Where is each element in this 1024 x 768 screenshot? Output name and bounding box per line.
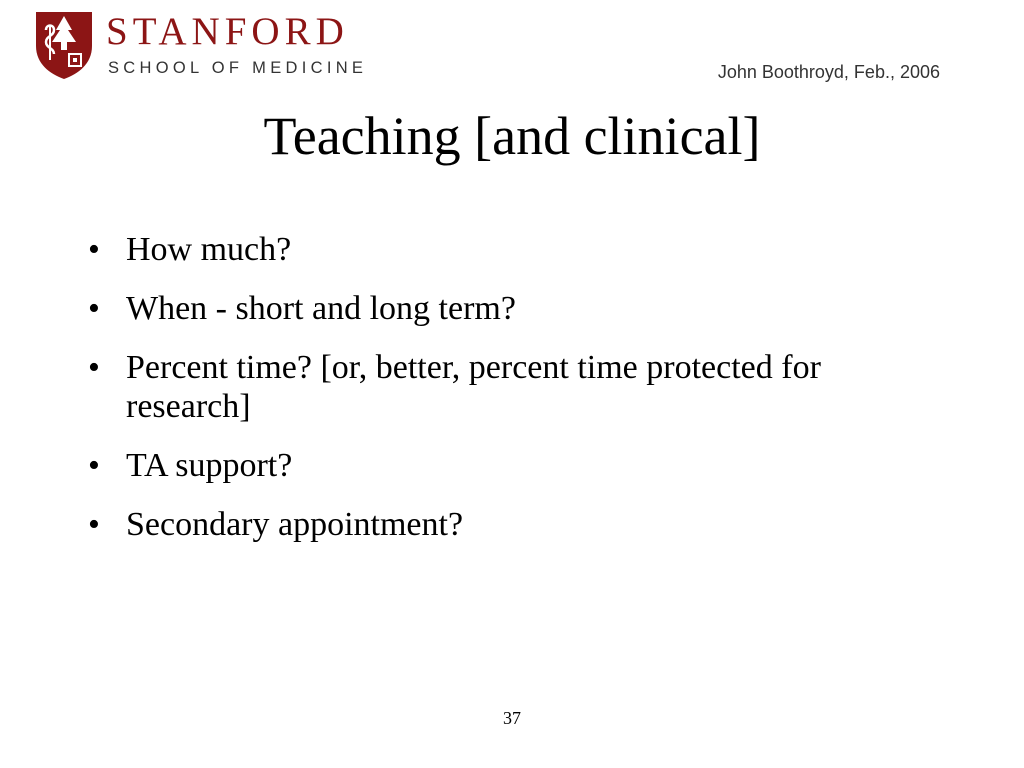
list-item — [84, 505, 864, 544]
list-item — [84, 446, 864, 485]
bullet-dot: • — [88, 231, 100, 268]
logo-wordmark-stanford: STANFORD — [106, 10, 349, 53]
stanford-medicine-logo — [34, 10, 404, 84]
bullet-text: TA support? — [126, 447, 293, 484]
bullet-text: When - short and long term? — [126, 290, 516, 327]
bullet-list — [84, 230, 864, 564]
logo-wordmark-school: SCHOOL OF MEDICINE — [108, 59, 368, 77]
bullet-dot: • — [88, 447, 100, 484]
list-item — [84, 230, 864, 269]
slide-title: Teaching [and clinical] — [263, 106, 761, 166]
bullet-text: How much? — [126, 231, 292, 268]
list-item — [84, 289, 864, 328]
bullet-text: Percent time? [or, better, percent time protected for research] — [126, 349, 821, 425]
bullet-text: Secondary appointment? — [126, 506, 464, 543]
bullet-dot: • — [88, 349, 100, 386]
list-item — [84, 348, 864, 426]
bullet-dot: • — [88, 506, 100, 543]
stanford-shield-icon — [34, 10, 94, 80]
bullet-dot: • — [88, 290, 100, 327]
author-date: John Boothroyd, Feb., 2006 — [717, 62, 940, 82]
page-number: 37 — [503, 708, 521, 728]
